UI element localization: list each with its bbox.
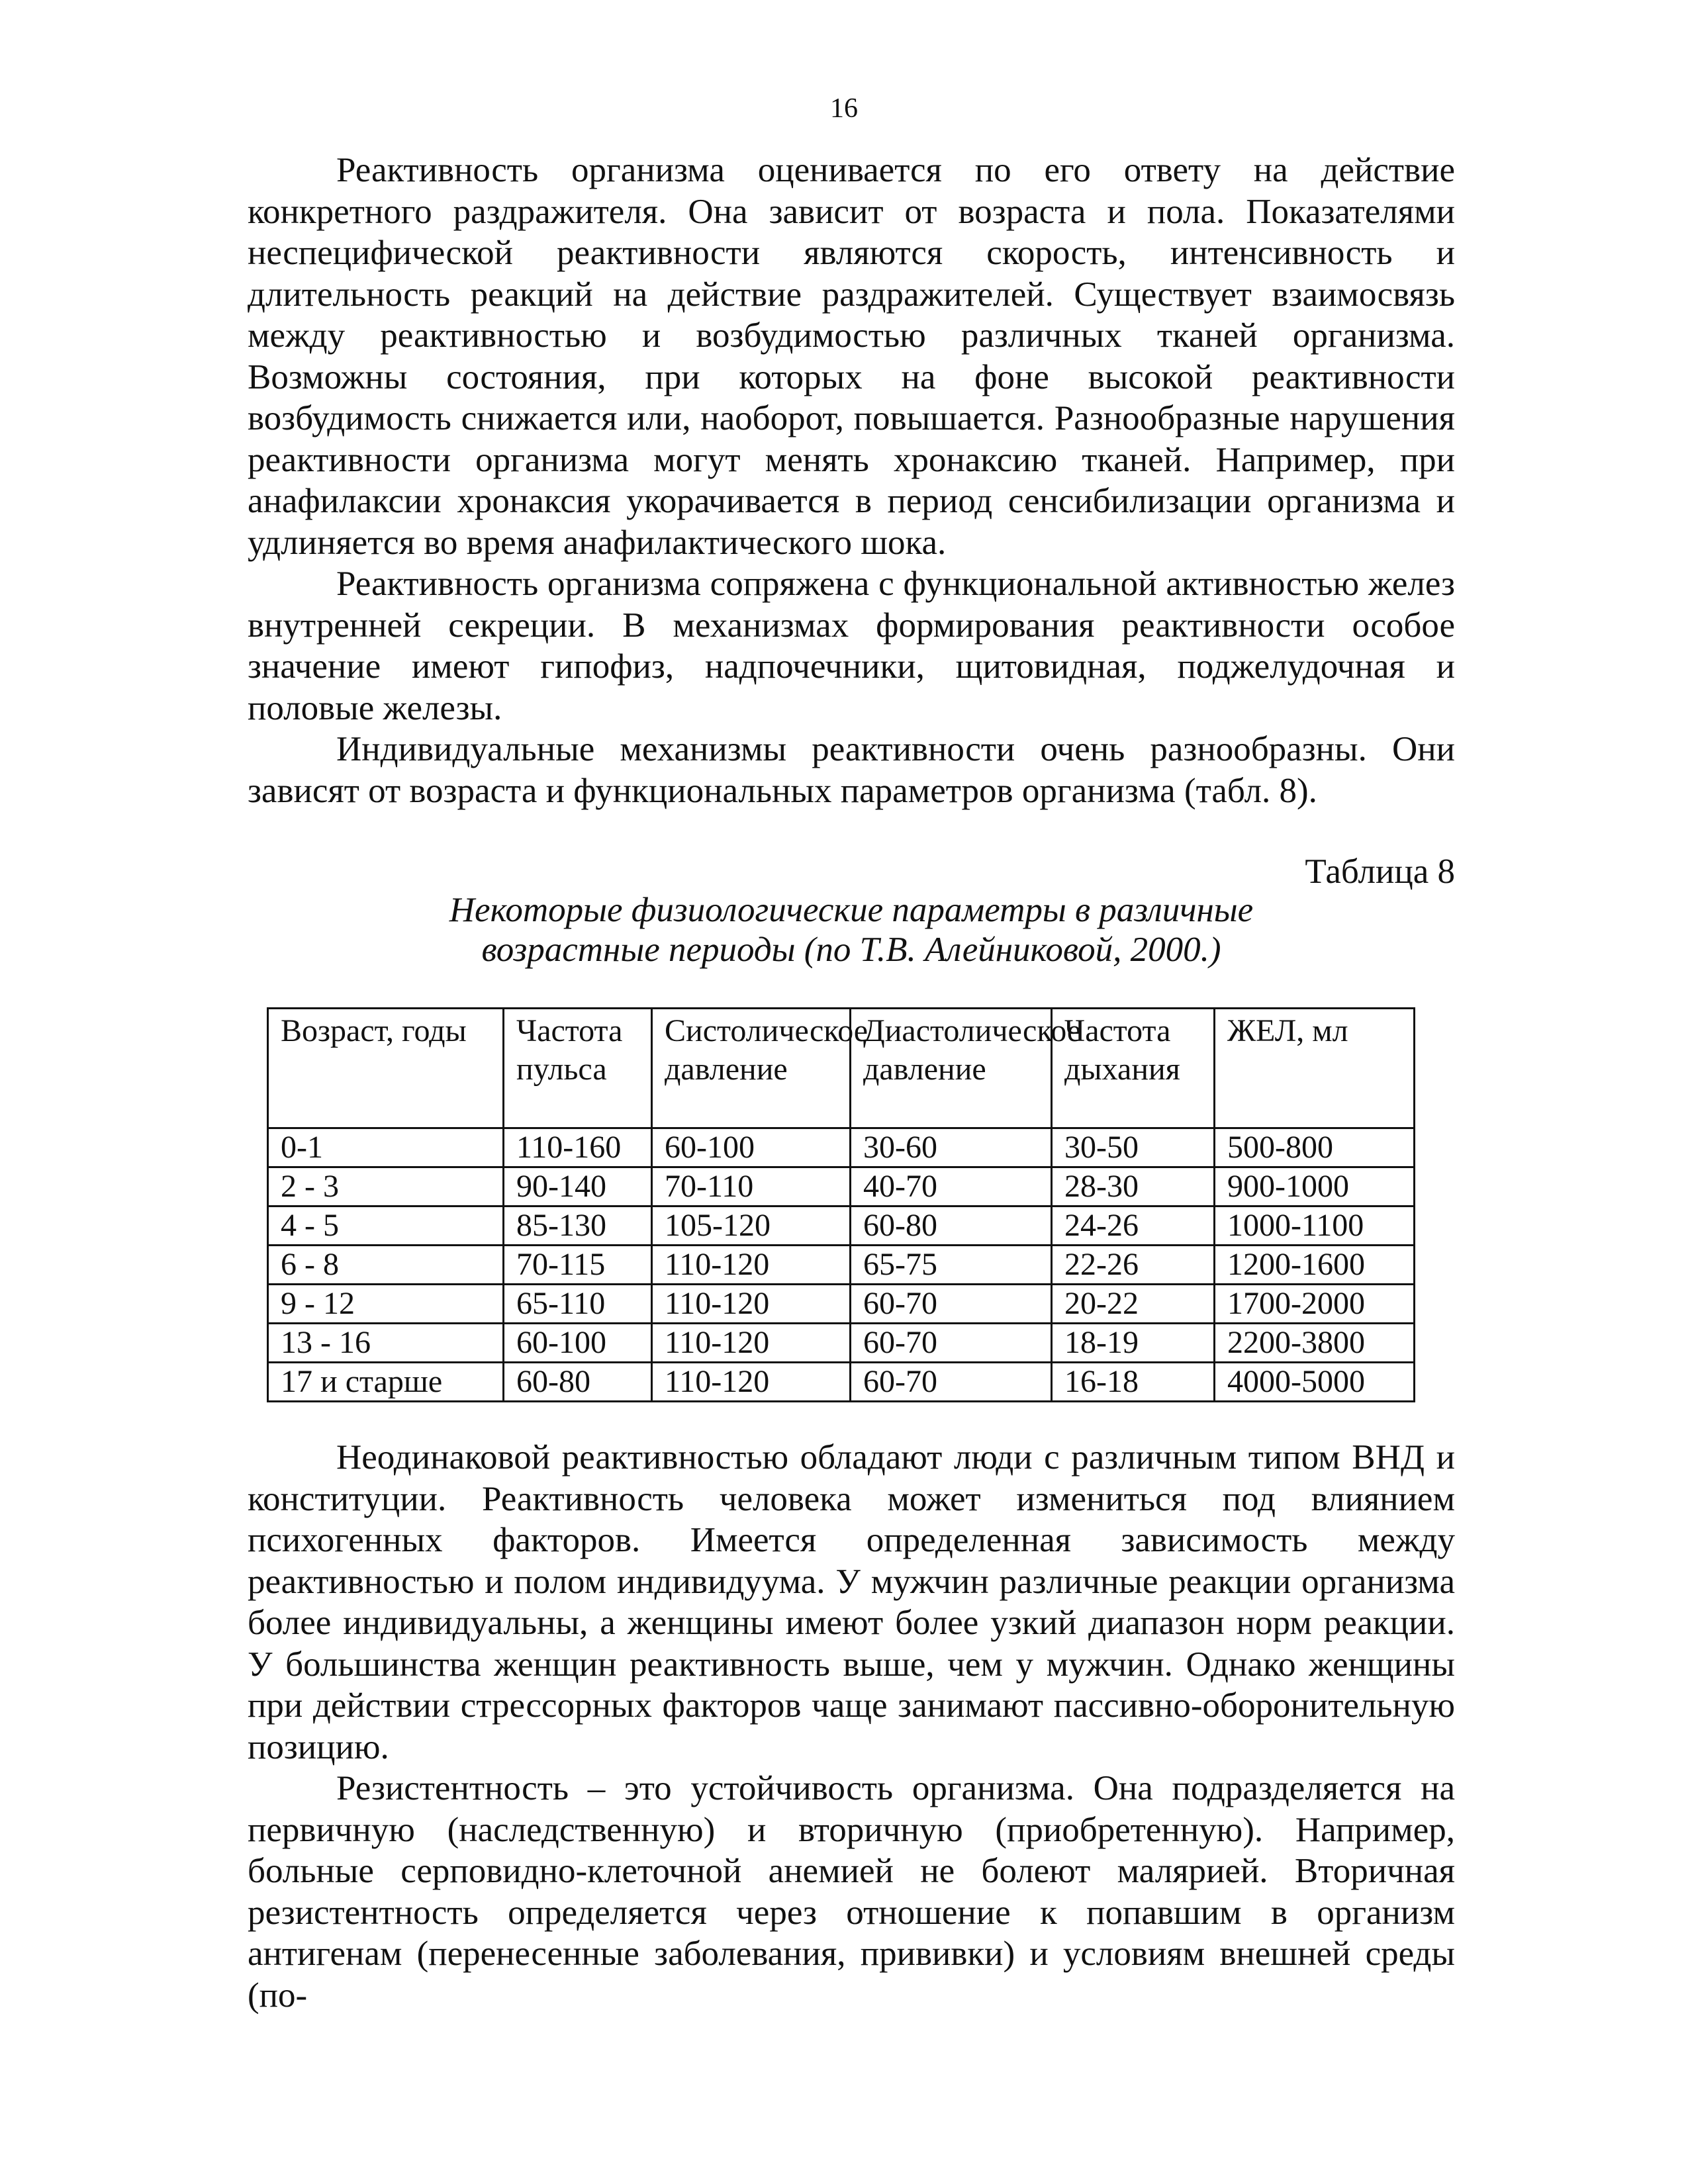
page-number: 16: [830, 93, 858, 124]
paragraph-individual-mechanisms: Индивидуальные механизмы реактивности очень разнообразны. Они зависят от возраста и функциональных параметров организма (табл. 8).: [248, 730, 1455, 810]
cell-age: 0-1: [268, 1128, 504, 1167]
table-header-row: [268, 1009, 1415, 1128]
cell-respiration: 30-50: [1052, 1128, 1215, 1167]
cell-systolic: 110-120: [652, 1324, 851, 1363]
cell-age: 4 - 5: [268, 1206, 504, 1246]
header-respiration-rate: Частота дыхания: [1052, 1009, 1215, 1128]
cell-respiration: 22-26: [1052, 1246, 1215, 1285]
table-row: [268, 1128, 1415, 1167]
header-pulse-rate: Частота пульса: [504, 1009, 652, 1128]
cell-diastolic: 60-80: [851, 1206, 1052, 1246]
cell-pulse: 70-115: [504, 1246, 652, 1285]
body-text-bottom: [248, 1437, 1455, 2016]
cell-respiration: 18-19: [1052, 1324, 1215, 1363]
table-row: [268, 1167, 1415, 1206]
cell-systolic: 70-110: [652, 1167, 851, 1206]
cell-vital-capacity: 1000-1100: [1215, 1206, 1415, 1246]
paragraph-reactivity-assessment: Реактивность организма оценивается по его ответу на действие конкретного раздражителя. Она зависит от возраста и пола. Показателями неспецифической реактивности являются скорость, интенсивность и длительность реакций на действие раздражителей. Существует взаимосвязь между реактивностью и возбудимостью различных тканей организма. Возможны состояния, при которых на фоне высокой реактивности возбудимость снижается или, наоборот, повышается. Разнообразные нарушения реактивности организма могут менять хронаксию тканей. Например, при анафилаксии хронаксия укорачивается в период сенсибилизации организма и удлиняется во время анафилактического шока.: [248, 151, 1455, 562]
table-row: [268, 1363, 1415, 1402]
cell-vital-capacity: 2200-3800: [1215, 1324, 1415, 1363]
cell-systolic: 60-100: [652, 1128, 851, 1167]
cell-pulse: 65-110: [504, 1285, 652, 1324]
cell-age: 9 - 12: [268, 1285, 504, 1324]
cell-systolic: 110-120: [652, 1285, 851, 1324]
cell-vital-capacity: 1700-2000: [1215, 1285, 1415, 1324]
table-row: [268, 1285, 1415, 1324]
cell-respiration: 16-18: [1052, 1363, 1215, 1402]
cell-vital-capacity: 1200-1600: [1215, 1246, 1415, 1285]
paragraph-endocrine-glands: Реактивность организма сопряжена с функциональной активностью желез внутренней секреции. В механизмах формирования реактивности особое значение имеют гипофиз, надпочечники, щитовидная, поджелудочная и половые железы.: [248, 565, 1455, 727]
table-row: [268, 1206, 1415, 1246]
cell-diastolic: 40-70: [851, 1167, 1052, 1206]
table-caption-line-2: возрастные периоды (по Т.В. Алейниковой, 2000.): [481, 931, 1221, 969]
header-age: Возраст, годы: [268, 1009, 504, 1128]
cell-respiration: 20-22: [1052, 1285, 1215, 1324]
table-caption-line-1: Некоторые физиологические параметры в различные: [449, 891, 1254, 929]
table-row: [268, 1246, 1415, 1285]
cell-age: 13 - 16: [268, 1324, 504, 1363]
cell-vital-capacity: 4000-5000: [1215, 1363, 1415, 1402]
cell-pulse: 90-140: [504, 1167, 652, 1206]
cell-pulse: 60-100: [504, 1324, 652, 1363]
cell-systolic: 110-120: [652, 1363, 851, 1402]
cell-respiration: 24-26: [1052, 1206, 1215, 1246]
cell-age: 17 и старше: [268, 1363, 504, 1402]
cell-age: 6 - 8: [268, 1246, 504, 1285]
cell-diastolic: 60-70: [851, 1363, 1052, 1402]
cell-systolic: 110-120: [652, 1246, 851, 1285]
cell-systolic: 105-120: [652, 1206, 851, 1246]
header-systolic-pressure: Систолическое давление: [652, 1009, 851, 1128]
cell-respiration: 28-30: [1052, 1167, 1215, 1206]
table-caption: [248, 890, 1455, 970]
cell-diastolic: 65-75: [851, 1246, 1052, 1285]
cell-vital-capacity: 900-1000: [1215, 1167, 1415, 1206]
cell-diastolic: 30-60: [851, 1128, 1052, 1167]
table-row: [268, 1324, 1415, 1363]
cell-diastolic: 60-70: [851, 1285, 1052, 1324]
table-label: Таблица 8: [1305, 852, 1455, 891]
physiological-parameters-table: [267, 1007, 1415, 1402]
cell-age: 2 - 3: [268, 1167, 504, 1206]
cell-vital-capacity: 500-800: [1215, 1128, 1415, 1167]
header-vital-capacity: ЖЕЛ, мл: [1215, 1009, 1415, 1128]
cell-pulse: 110-160: [504, 1128, 652, 1167]
cell-pulse: 85-130: [504, 1206, 652, 1246]
paragraph-individual-differences: Неодинаковой реактивностью обладают люди с различным типом ВНД и конституции. Реактивность человека может измениться под влиянием психогенных факторов. Имеется определенная зависимость между реактивностью и полом индивидуума. У мужчин различные реакции организма более индивидуальны, а женщины имеют более узкий диапазон норм реакции. У большинства женщин реактивность выше, чем у мужчин. Однако женщины при действии стрессорных факторов чаще занимают пассивно-оборонительную позицию.: [248, 1438, 1455, 1766]
cell-diastolic: 60-70: [851, 1324, 1052, 1363]
body-text-top: [248, 150, 1455, 811]
paragraph-resistance: Резистентность – это устойчивость организма. Она подразделяется на первичную (наследственную) и вторичную (приобретенную). Например, больные серповидно-клеточной анемией не болеют малярией. Вторичная резистентность определяется через отношение к попавшим в организм антигенам (перенесенные заболевания, прививки) и условиям внешней среды (по-: [248, 1769, 1455, 2015]
cell-pulse: 60-80: [504, 1363, 652, 1402]
header-diastolic-pressure: Диастолическое давление: [851, 1009, 1052, 1128]
